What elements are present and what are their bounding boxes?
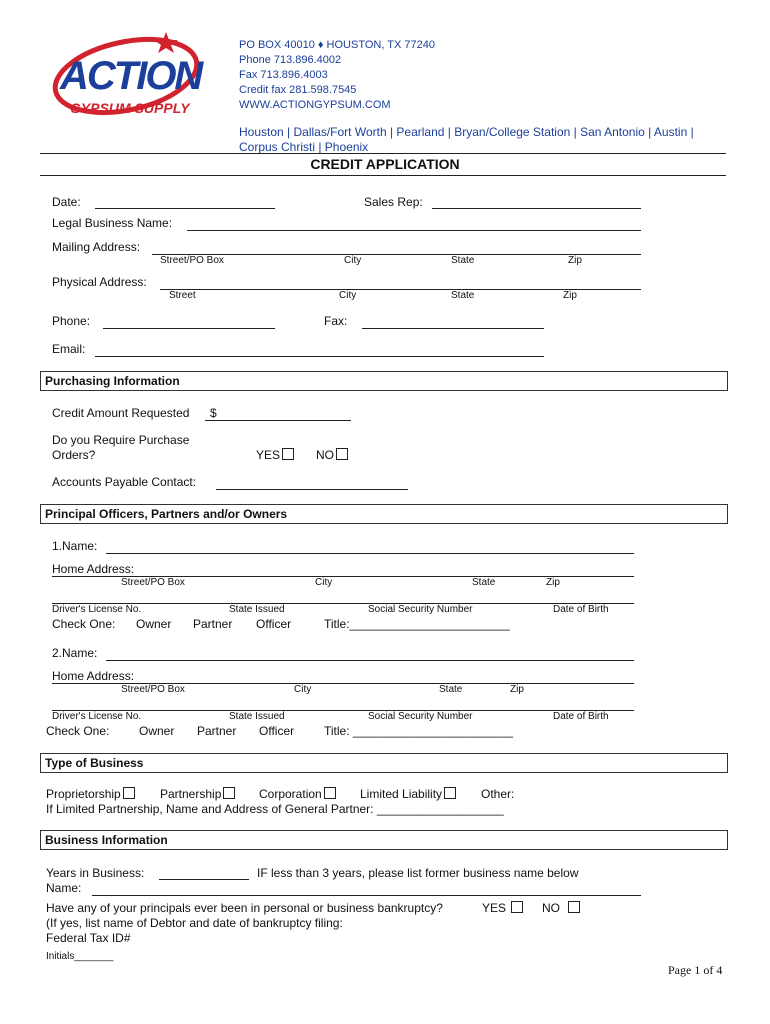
po-no-checkbox[interactable] bbox=[336, 448, 348, 460]
limited-partnership-line[interactable]: If Limited Partnership, Name and Address of General Partner: ___________________ bbox=[46, 802, 504, 816]
principal-1-state-caption: State bbox=[472, 577, 496, 588]
llc-option[interactable] bbox=[360, 787, 456, 801]
page-number: Page 1 of 4 bbox=[668, 963, 723, 977]
business-info-heading: Business Information bbox=[45, 833, 168, 847]
company-address: PO BOX 40010 ♦ HOUSTON, TX 77240 bbox=[239, 39, 435, 51]
dollar-sign: $ bbox=[210, 406, 217, 420]
principal-1-dob-caption: Date of Birth bbox=[553, 604, 609, 615]
federal-tax-id-label[interactable]: Federal Tax ID# bbox=[46, 931, 131, 945]
phone-label: Phone: bbox=[52, 314, 91, 328]
principal-1-city-caption: City bbox=[315, 577, 333, 588]
physical-street-caption: Street bbox=[169, 290, 196, 301]
date-input[interactable] bbox=[95, 208, 275, 209]
bankruptcy-no-label: NO bbox=[542, 901, 560, 915]
partnership-label: Partnership bbox=[160, 787, 222, 801]
physical-label: Physical Address: bbox=[52, 275, 147, 289]
principal-1-street-caption: Street/PO Box bbox=[121, 577, 185, 588]
llc-label: Limited Liability bbox=[360, 787, 443, 801]
principal-1-dl-caption: Driver's License No. bbox=[52, 604, 142, 615]
mailing-zip-caption: Zip bbox=[568, 255, 582, 266]
business-info-section-header bbox=[40, 830, 728, 850]
principals-heading: Principal Officers, Partners and/or Owners bbox=[45, 507, 288, 521]
corporation-checkbox[interactable] bbox=[324, 787, 336, 799]
principals-section-header bbox=[40, 504, 728, 524]
logo-subtitle: GYPSUM SUPPLY bbox=[70, 100, 190, 116]
email-input[interactable] bbox=[95, 356, 544, 357]
date-label: Date: bbox=[52, 195, 81, 209]
header-rule-top bbox=[40, 153, 726, 154]
principal-2-dob-caption: Date of Birth bbox=[553, 711, 609, 722]
partnership-option[interactable] bbox=[160, 787, 235, 801]
former-name-input[interactable] bbox=[92, 895, 641, 896]
principal-2-check-one: Check One: bbox=[46, 724, 110, 738]
sales-rep-input[interactable] bbox=[432, 208, 641, 209]
former-name-label: Name: bbox=[46, 881, 82, 895]
principal-1-zip-caption: Zip bbox=[546, 577, 560, 588]
mailing-city-caption: City bbox=[344, 255, 362, 266]
company-website: WWW.ACTIONGYPSUM.COM bbox=[239, 99, 391, 111]
purchasing-section-header bbox=[40, 371, 728, 391]
physical-zip-caption: Zip bbox=[563, 290, 577, 301]
llc-checkbox[interactable] bbox=[444, 787, 456, 799]
legal-name-label: Legal Business Name: bbox=[52, 216, 173, 230]
other-label[interactable]: Other: bbox=[481, 787, 515, 801]
bankruptcy-yes-label: YES bbox=[482, 901, 507, 915]
principal-1-check-one: Check One: bbox=[52, 617, 116, 631]
principal-2-name-input[interactable] bbox=[106, 660, 634, 661]
company-fax: Fax 713.896.4003 bbox=[239, 69, 328, 81]
principal-1-state-issued-caption: State Issued bbox=[229, 604, 285, 615]
fax-label: Fax: bbox=[324, 314, 348, 328]
bankruptcy-yes-checkbox[interactable] bbox=[511, 901, 523, 913]
corporation-label: Corporation bbox=[259, 787, 322, 801]
principal-2-title[interactable]: Title: ________________________ bbox=[324, 724, 514, 738]
po-yes-option[interactable] bbox=[256, 448, 294, 462]
debtor-instruction: (If yes, list name of Debtor and date of bankruptcy filing: bbox=[46, 916, 343, 930]
principal-1-title[interactable]: Title:________________________ bbox=[324, 617, 510, 631]
locations-line-2: Corpus Christi | Phoenix bbox=[239, 140, 369, 154]
company-credit-fax: Credit fax 281.598.7545 bbox=[239, 84, 357, 96]
principal-1-name-label: 1.Name: bbox=[52, 539, 98, 553]
principal-1-ssn-caption: Social Security Number bbox=[368, 604, 473, 615]
page-title: CREDIT APPLICATION bbox=[310, 156, 460, 172]
legal-name-input[interactable] bbox=[187, 230, 641, 231]
bankruptcy-no-checkbox[interactable] bbox=[568, 901, 580, 913]
credit-amount-input[interactable] bbox=[205, 420, 351, 421]
principal-2-street-caption: Street/PO Box bbox=[121, 684, 185, 695]
principal-2-owner-option[interactable]: Owner bbox=[139, 724, 175, 738]
business-type-heading: Type of Business bbox=[45, 756, 144, 770]
principal-2-state-issued-caption: State Issued bbox=[229, 711, 285, 722]
locations-line-1: Houston | Dallas/Fort Worth | Pearland | Bryan/College Station | San Antonio | Austin | bbox=[239, 125, 694, 139]
purchasing-heading: Purchasing Information bbox=[45, 374, 180, 388]
po-question-line-1: Do you Require Purchase bbox=[52, 433, 190, 447]
principal-1-officer-option[interactable]: Officer bbox=[256, 617, 292, 631]
company-phone: Phone 713.896.4002 bbox=[239, 54, 342, 66]
bankruptcy-no-option[interactable] bbox=[542, 901, 580, 915]
logo-word: ACTION bbox=[60, 54, 202, 98]
company-logo bbox=[48, 24, 208, 124]
fax-input[interactable] bbox=[362, 328, 544, 329]
principal-2-state-caption: State bbox=[439, 684, 463, 695]
principal-2-zip-caption: Zip bbox=[510, 684, 524, 695]
bankruptcy-question: Have any of your principals ever been in personal or business bankruptcy? bbox=[46, 901, 443, 915]
header-rule-bottom bbox=[40, 175, 726, 176]
ap-contact-input[interactable] bbox=[216, 489, 408, 490]
mailing-state-caption: State bbox=[451, 255, 475, 266]
proprietorship-option[interactable] bbox=[46, 787, 135, 801]
email-label: Email: bbox=[52, 342, 86, 356]
credit-amount-label: Credit Amount Requested bbox=[52, 406, 190, 420]
principal-1-owner-option[interactable]: Owner bbox=[136, 617, 172, 631]
bankruptcy-yes-option[interactable] bbox=[482, 901, 523, 915]
principal-2-dl-caption: Driver's License No. bbox=[52, 711, 142, 722]
physical-city-caption: City bbox=[339, 290, 357, 301]
principal-2-officer-option[interactable]: Officer bbox=[259, 724, 295, 738]
corporation-option[interactable] bbox=[259, 787, 336, 801]
po-question-line-2: Orders? bbox=[52, 448, 96, 462]
po-yes-label: YES bbox=[256, 448, 281, 462]
principal-1-partner-option[interactable]: Partner bbox=[193, 617, 233, 631]
mailing-label: Mailing Address: bbox=[52, 240, 141, 254]
years-in-business-label: Years in Business: bbox=[46, 866, 145, 880]
ap-contact-label: Accounts Payable Contact: bbox=[52, 475, 197, 489]
years-in-business-input[interactable] bbox=[159, 879, 249, 880]
principal-2-partner-option[interactable]: Partner bbox=[197, 724, 237, 738]
principal-2-name-label: 2.Name: bbox=[52, 646, 98, 660]
business-type-section-header bbox=[40, 753, 728, 773]
mailing-street-caption: Street/PO Box bbox=[160, 255, 224, 266]
po-no-option[interactable] bbox=[316, 448, 348, 462]
principal-1-home-label: Home Address: bbox=[52, 562, 135, 576]
principal-2-city-caption: City bbox=[294, 684, 312, 695]
principal-1-name-input[interactable] bbox=[106, 553, 634, 554]
principal-2-ssn-caption: Social Security Number bbox=[368, 711, 473, 722]
physical-state-caption: State bbox=[451, 290, 475, 301]
partnership-checkbox[interactable] bbox=[223, 787, 235, 799]
po-no-label: NO bbox=[316, 448, 334, 462]
initials-field[interactable]: Initials_______ bbox=[46, 951, 114, 962]
principal-2-home-label: Home Address: bbox=[52, 669, 135, 683]
phone-input[interactable] bbox=[103, 328, 275, 329]
sales-rep-label: Sales Rep: bbox=[364, 195, 423, 209]
po-yes-checkbox[interactable] bbox=[282, 448, 294, 460]
proprietorship-label: Proprietorship bbox=[46, 787, 121, 801]
former-name-instruction: IF less than 3 years, please list former business name below bbox=[257, 866, 579, 880]
proprietorship-checkbox[interactable] bbox=[123, 787, 135, 799]
